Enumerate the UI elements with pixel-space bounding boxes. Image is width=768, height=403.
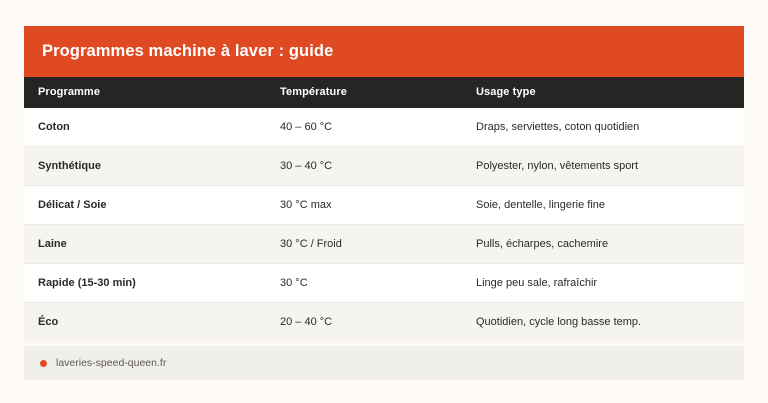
column-header-usage: Usage type [462,77,744,108]
table-row [24,303,744,342]
cell-temperature: 40 – 60 °C [266,108,462,147]
card-header [24,26,744,77]
bullet-dot-icon [40,360,47,367]
cell-temperature: 30 – 40 °C [266,147,462,186]
table-row [24,108,744,147]
cell-usage: Soie, dentelle, lingerie fine [462,186,744,225]
cell-temperature: 30 °C [266,264,462,303]
cell-temperature: 20 – 40 °C [266,303,462,342]
table-head [24,77,744,108]
cell-programme: Coton [24,108,266,147]
cell-programme: Rapide (15-30 min) [24,264,266,303]
cell-usage: Linge peu sale, rafraîchir [462,264,744,303]
cell-usage: Polyester, nylon, vêtements sport [462,147,744,186]
table-row [24,147,744,186]
table-row [24,225,744,264]
table-header-row [24,77,744,108]
cell-programme: Laine [24,225,266,264]
table-body [24,108,744,341]
source-footer [24,346,744,380]
cell-programme: Délicat / Soie [24,186,266,225]
cell-programme: Synthétique [24,147,266,186]
cell-usage: Draps, serviettes, coton quotidien [462,108,744,147]
column-header-programme: Programme [24,77,266,108]
table-row [24,186,744,225]
column-header-temperature: Température [266,77,462,108]
table-row [24,264,744,303]
programmes-table [24,77,744,341]
cell-programme: Éco [24,303,266,342]
page-title: Programmes machine à laver : guide [42,42,334,60]
guide-card [24,26,744,341]
source-label: laveries-speed-queen.fr [56,357,167,369]
cell-temperature: 30 °C / Froid [266,225,462,264]
cell-usage: Pulls, écharpes, cachemire [462,225,744,264]
cell-temperature: 30 °C max [266,186,462,225]
cell-usage: Quotidien, cycle long basse temp. [462,303,744,342]
